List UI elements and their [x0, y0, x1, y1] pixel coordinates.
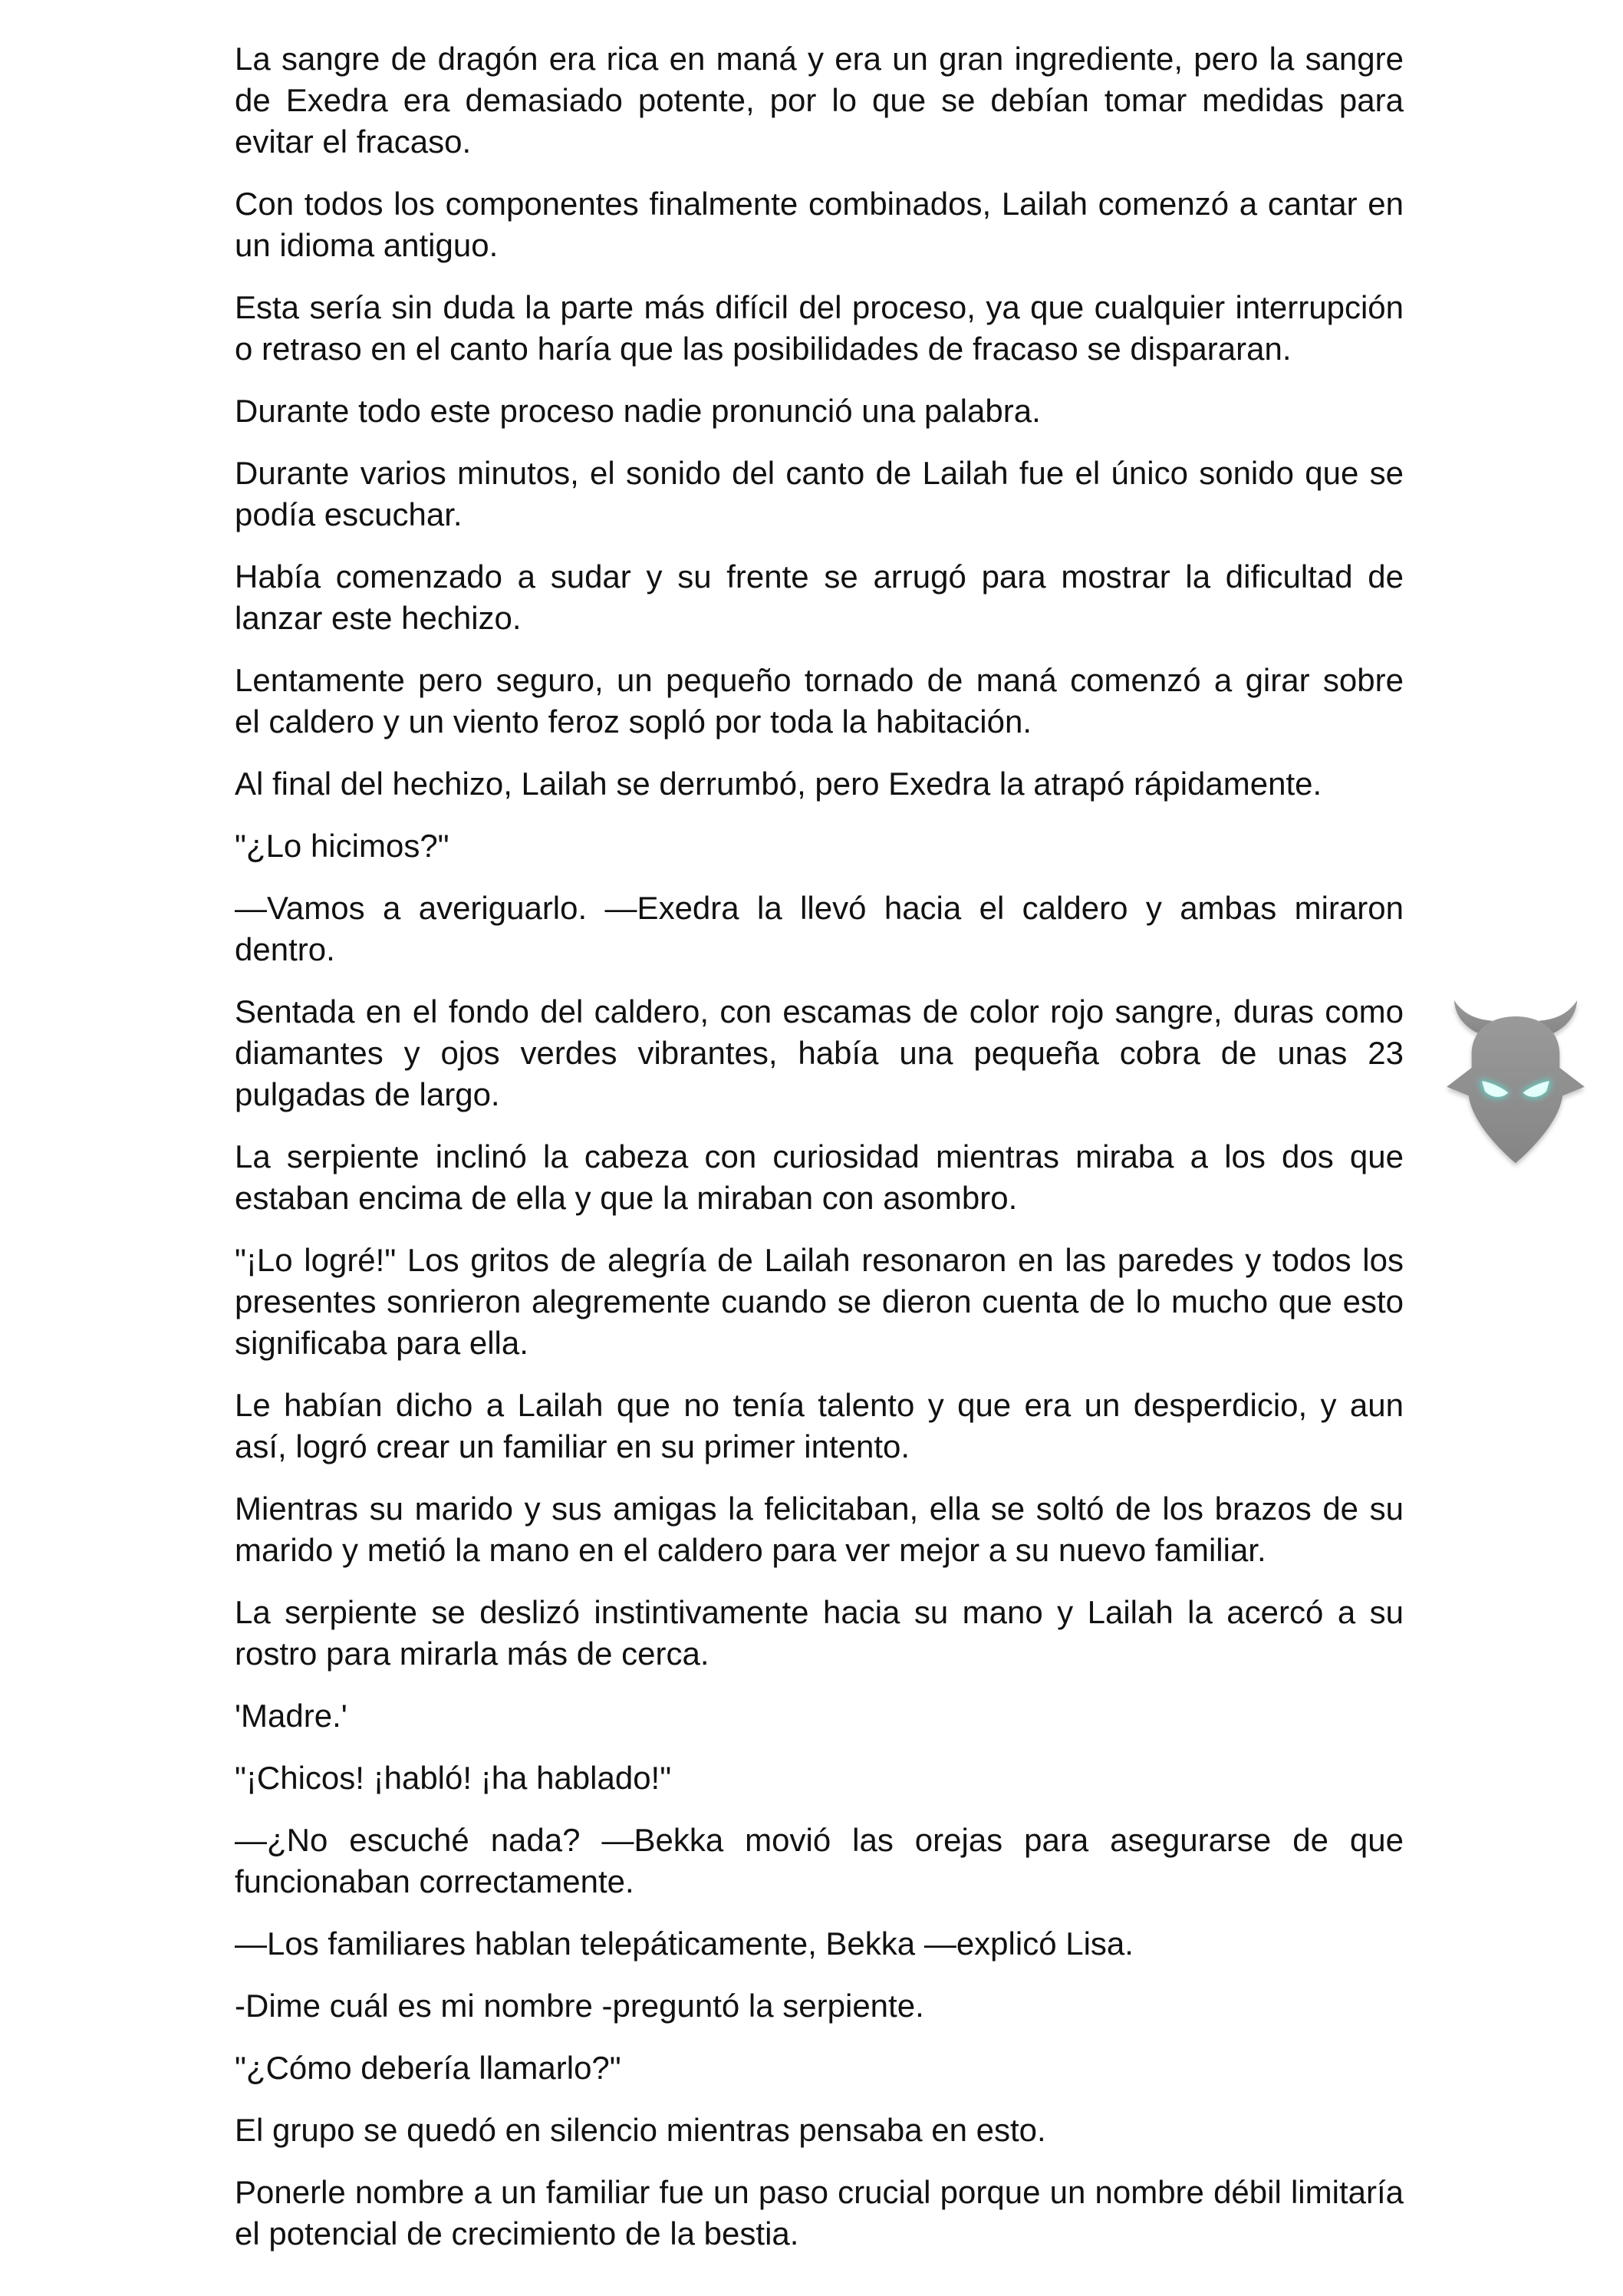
- paragraph-line: evitar el fracaso.: [235, 124, 472, 160]
- paragraph-line: La sangre de dragón era rica en maná y era un gran ingrediente, pero la sangre: [235, 41, 1404, 77]
- paragraph: [235, 1136, 1404, 1219]
- paragraph: [235, 1985, 1404, 2027]
- paragraph-line: —Vamos a averiguarlo. —Exedra la llevó hacia el caldero y ambas miraron: [235, 890, 1404, 926]
- paragraph-line: el caldero y un viento feroz sopló por toda la habitación.: [235, 703, 1032, 740]
- paragraph-line: así, logró crear un familiar en su primer intento.: [235, 1428, 910, 1464]
- paragraph: [235, 1240, 1404, 1364]
- paragraph: [235, 2172, 1404, 2255]
- paragraph-line: "¡Lo logré!" Los gritos de alegría de Lailah resonaron en las paredes y todos los: [235, 1242, 1404, 1278]
- paragraph-line: pulgadas de largo.: [235, 1076, 500, 1112]
- paragraph-line: Ponerle nombre a un familiar fue un paso crucial porque un nombre débil limitaría: [235, 2174, 1404, 2210]
- paragraph-line: marido y metió la mano en el caldero para ver mejor a su nuevo familiar.: [235, 1532, 1266, 1568]
- paragraph: [235, 660, 1404, 743]
- paragraph-line: presentes sonrieron alegremente cuando se dieron cuenta de lo mucho que esto: [235, 1283, 1404, 1319]
- paragraph-line: rostro para mirarla más de cerca.: [235, 1636, 709, 1672]
- paragraph-line: o retraso en el canto haría que las posibilidades de fracaso se dispararan.: [235, 331, 1292, 367]
- paragraph-line: estaban encima de ella y que la miraban con asombro.: [235, 1180, 1018, 1216]
- paragraph: [235, 1592, 1404, 1675]
- paragraph-line: funcionaban correctamente.: [235, 1863, 634, 1899]
- paragraph-line: el potencial de crecimiento de la bestia.: [235, 2215, 799, 2252]
- paragraph: [235, 825, 1404, 867]
- paragraph: [235, 763, 1404, 805]
- paragraph-line: "¡Chicos! ¡habló! ¡ha hablado!": [235, 1760, 672, 1796]
- paragraph-line: —¿No escuché nada? —Bekka movió las orejas para asegurarse de que: [235, 1822, 1404, 1858]
- paragraph-line: diamantes y ojos verdes vibrantes, había una pequeña cobra de unas 23: [235, 1035, 1404, 1071]
- paragraph-line: Le habían dicho a Lailah que no tenía talento y que era un desperdicio, y aun: [235, 1387, 1404, 1423]
- paragraph: [235, 2110, 1404, 2151]
- paragraph: [235, 556, 1404, 639]
- paragraph-line: un idioma antiguo.: [235, 227, 499, 263]
- paragraph-line: Esta sería sin duda la parte más difícil del proceso, ya que cualquier interrupción: [235, 289, 1404, 325]
- paragraph-line: significaba para ella.: [235, 1325, 528, 1361]
- demon-head-icon: [1442, 999, 1589, 1166]
- paragraph: [235, 1695, 1404, 1737]
- paragraph-line: Sentada en el fondo del caldero, con escamas de color rojo sangre, duras como: [235, 993, 1404, 1029]
- paragraph-line: lanzar este hechizo.: [235, 600, 522, 636]
- paragraph: [235, 38, 1404, 163]
- paragraph-line: Durante varios minutos, el sonido del canto de Lailah fue el único sonido que se: [235, 455, 1404, 491]
- paragraph-line: "¿Lo hicimos?": [235, 828, 449, 864]
- paragraph: [235, 390, 1404, 432]
- paragraph-line: podía escuchar.: [235, 496, 463, 532]
- paragraph-line: Durante todo este proceso nadie pronunció una palabra.: [235, 393, 1041, 429]
- paragraph: [235, 2047, 1404, 2089]
- paragraph-line: La serpiente se deslizó instintivamente hacia su mano y Lailah la acercó a su: [235, 1594, 1404, 1630]
- paragraph: [235, 1820, 1404, 1902]
- demon-face: [1447, 1016, 1585, 1163]
- paragraph: [235, 453, 1404, 535]
- paragraph-line: dentro.: [235, 931, 335, 967]
- paragraph: [235, 287, 1404, 370]
- document-body: [235, 38, 1404, 2275]
- paragraph-line: de Exedra era demasiado potente, por lo que se debían tomar medidas para: [235, 82, 1404, 118]
- paragraph: [235, 1488, 1404, 1571]
- paragraph-line: Mientras su marido y sus amigas la felicitaban, ella se soltó de los brazos de su: [235, 1491, 1404, 1527]
- paragraph: [235, 1757, 1404, 1799]
- paragraph-line: Al final del hechizo, Lailah se derrumbó, pero Exedra la atrapó rápidamente.: [235, 766, 1322, 802]
- paragraph: [235, 1385, 1404, 1468]
- paragraph-line: Lentamente pero seguro, un pequeño tornado de maná comenzó a girar sobre: [235, 662, 1404, 698]
- paragraph: [235, 183, 1404, 266]
- paragraph-line: Había comenzado a sudar y su frente se arrugó para mostrar la dificultad de: [235, 558, 1404, 595]
- paragraph-line: "¿Cómo debería llamarlo?": [235, 2050, 621, 2086]
- paragraph-line: La serpiente inclinó la cabeza con curiosidad mientras miraba a los dos que: [235, 1138, 1404, 1174]
- paragraph-line: 'Madre.': [235, 1698, 347, 1734]
- paragraph-line: El grupo se quedó en silencio mientras pensaba en esto.: [235, 2112, 1046, 2148]
- paragraph: [235, 991, 1404, 1115]
- paragraph-line: -Dime cuál es mi nombre -preguntó la serpiente.: [235, 1988, 924, 2024]
- paragraph-line: —Los familiares hablan telepáticamente, Bekka —explicó Lisa.: [235, 1925, 1134, 1962]
- paragraph-line: Con todos los componentes finalmente combinados, Lailah comenzó a cantar en: [235, 186, 1404, 222]
- paragraph: [235, 1923, 1404, 1965]
- paragraph: [235, 888, 1404, 970]
